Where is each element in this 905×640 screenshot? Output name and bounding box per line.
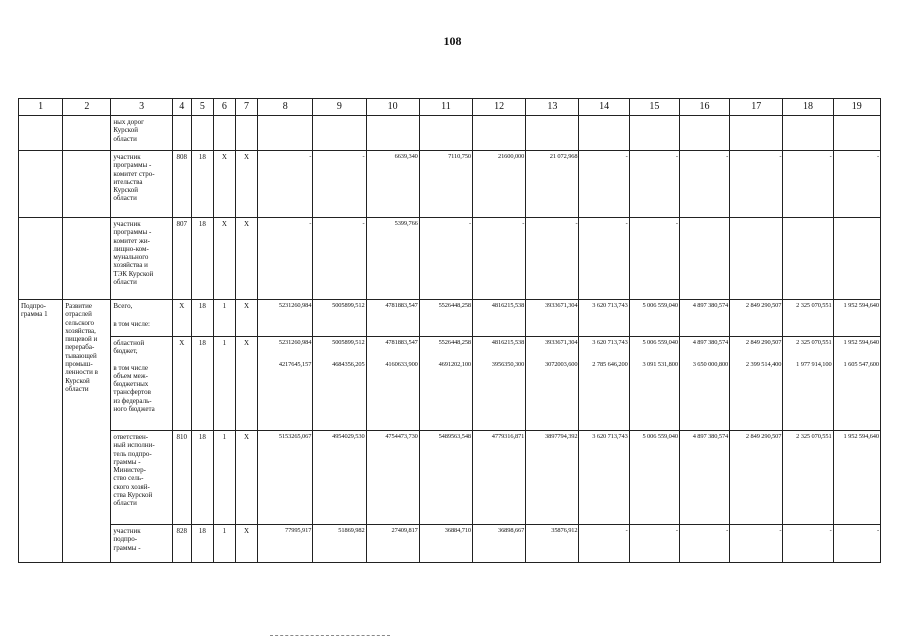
table-cell: 5399,766 bbox=[366, 218, 419, 300]
table-cell: 3 620 713,743 bbox=[579, 300, 629, 337]
table-cell: 18 bbox=[191, 337, 213, 431]
table-cell: 5153265,067 bbox=[258, 431, 313, 525]
table-cell: - bbox=[258, 218, 313, 300]
table-cell bbox=[629, 337, 679, 431]
header-cell: 13 bbox=[526, 99, 579, 116]
table-cell: 4754473,730 bbox=[366, 431, 419, 525]
table-cell: 7110,750 bbox=[419, 151, 472, 218]
table-cell: 4954029,530 bbox=[313, 431, 366, 525]
cell-value: 4 897 380,574 bbox=[692, 339, 729, 346]
table-cell bbox=[730, 337, 783, 431]
table-cell: 808 bbox=[172, 151, 191, 218]
table-cell: X bbox=[235, 218, 257, 300]
cell-value: 4217645,157 bbox=[278, 361, 312, 369]
table-cell: 18 bbox=[191, 151, 213, 218]
table-cell bbox=[783, 116, 833, 151]
row-label: Всего, bbox=[113, 302, 133, 310]
table-cell: X bbox=[235, 337, 257, 431]
table-row bbox=[19, 431, 881, 525]
table-cell: - bbox=[579, 525, 629, 563]
table-cell bbox=[111, 525, 172, 563]
table-row bbox=[19, 300, 881, 337]
header-cell: 14 bbox=[579, 99, 629, 116]
table-cell: 77995,917 bbox=[258, 525, 313, 563]
cell-value: 3 091 531,800 bbox=[642, 361, 678, 369]
table-cell: 1 bbox=[213, 525, 235, 563]
header-cell: 2 bbox=[63, 99, 111, 116]
table-cell: 3 620 713,743 bbox=[579, 431, 629, 525]
subprogram-label: Подпро- грамма 1 bbox=[21, 302, 48, 319]
cell-value: 1 977 914,100 bbox=[796, 361, 832, 369]
table-cell: - bbox=[833, 151, 880, 218]
table-cell bbox=[783, 218, 833, 300]
table-cell bbox=[366, 116, 419, 151]
table-cell: - bbox=[579, 151, 629, 218]
table-cell bbox=[679, 218, 729, 300]
table-cell bbox=[235, 116, 257, 151]
row-sublabel: в том числе: bbox=[113, 320, 150, 329]
table-cell: X bbox=[172, 300, 191, 337]
cell-value: 2 849 290,507 bbox=[745, 339, 782, 346]
table-cell: - bbox=[679, 151, 729, 218]
table-cell: - bbox=[629, 151, 679, 218]
cell-value: 5005899,512 bbox=[332, 339, 365, 346]
table-cell: 5231260,984 bbox=[258, 300, 313, 337]
table-cell bbox=[473, 116, 526, 151]
table-cell: X bbox=[235, 525, 257, 563]
table-cell: 36898,667 bbox=[473, 525, 526, 563]
table-cell: 2 325 070,551 bbox=[783, 300, 833, 337]
header-cell: 4 bbox=[172, 99, 191, 116]
table-cell bbox=[19, 218, 63, 300]
table-cell: 1 bbox=[213, 337, 235, 431]
cell-value: 3 650 000,800 bbox=[692, 361, 729, 369]
table-cell: X bbox=[213, 218, 235, 300]
table-cell bbox=[730, 218, 783, 300]
table-cell bbox=[419, 116, 472, 151]
cell-value: 3956350,300 bbox=[491, 361, 525, 369]
table-cell: 18 bbox=[191, 218, 213, 300]
table-cell bbox=[833, 337, 880, 431]
table-cell bbox=[111, 218, 172, 300]
table-cell: 5 006 559,040 bbox=[629, 431, 679, 525]
row-label: ответствен- ный исполни- тель подпро- граммы - Министер- ство сель- ского хозяй- ства Курской области bbox=[113, 433, 155, 508]
table-cell: 4779316,871 bbox=[473, 431, 526, 525]
table-cell bbox=[526, 337, 579, 431]
table-cell bbox=[313, 116, 366, 151]
table-cell: 1 bbox=[213, 431, 235, 525]
table-cell bbox=[258, 116, 313, 151]
table-cell bbox=[419, 337, 472, 431]
table-cell: 18 bbox=[191, 525, 213, 563]
table-cell: 3933671,304 bbox=[526, 300, 579, 337]
header-cell: 1 bbox=[19, 99, 63, 116]
cell-value: 4816215,538 bbox=[491, 339, 525, 346]
table-cell bbox=[19, 151, 63, 218]
header-cell: 9 bbox=[313, 99, 366, 116]
table-cell bbox=[679, 116, 729, 151]
table-cell: - bbox=[526, 218, 579, 300]
table-cell: - bbox=[833, 525, 880, 563]
table-cell: 4816215,538 bbox=[473, 300, 526, 337]
header-cell: 12 bbox=[473, 99, 526, 116]
table-cell: 1 952 594,640 bbox=[833, 300, 880, 337]
table-cell bbox=[213, 116, 235, 151]
cell-value: 4160633,900 bbox=[385, 361, 418, 369]
table-cell: X bbox=[235, 300, 257, 337]
header-cell: 16 bbox=[679, 99, 729, 116]
table-cell bbox=[833, 218, 880, 300]
row-label: участник программы - комитет жи- лищно-ком- мунального хозяйства и ТЭК Курской области bbox=[113, 220, 154, 287]
table-cell bbox=[579, 116, 629, 151]
table-cell: 1 bbox=[213, 300, 235, 337]
table-cell bbox=[111, 116, 172, 151]
table-row bbox=[19, 151, 881, 218]
table-cell: 5526448,258 bbox=[419, 300, 472, 337]
header-cell: 17 bbox=[730, 99, 783, 116]
header-cell: 6 bbox=[213, 99, 235, 116]
table-cell bbox=[111, 431, 172, 525]
header-cell: 8 bbox=[258, 99, 313, 116]
table-cell: - bbox=[783, 151, 833, 218]
row-label: областной бюджет, bbox=[113, 339, 145, 356]
header-cell: 3 bbox=[111, 99, 172, 116]
table-cell: 2 325 070,551 bbox=[783, 431, 833, 525]
table-cell: 5005899,512 bbox=[313, 300, 366, 337]
table-cell: 18 bbox=[191, 431, 213, 525]
cell-value: 3072003,600 bbox=[545, 361, 578, 369]
budget-table bbox=[18, 98, 881, 563]
header-cell: 18 bbox=[783, 99, 833, 116]
cell-value: 3 620 713,743 bbox=[592, 339, 628, 346]
table-cell bbox=[111, 300, 172, 337]
table-cell bbox=[473, 337, 526, 431]
table-cell: 4 897 380,574 bbox=[679, 431, 729, 525]
table-cell: 3897794,392 bbox=[526, 431, 579, 525]
cell-value: 2 785 646,200 bbox=[592, 361, 628, 369]
table-cell bbox=[63, 218, 111, 300]
table-cell: 5 006 559,040 bbox=[629, 300, 679, 337]
table-cell: - bbox=[783, 525, 833, 563]
table-row bbox=[19, 116, 881, 151]
table-row bbox=[19, 218, 881, 300]
table-cell: X bbox=[172, 337, 191, 431]
table-cell bbox=[526, 116, 579, 151]
table-cell bbox=[833, 116, 880, 151]
cell-value: 4684356,205 bbox=[332, 361, 365, 369]
table-cell bbox=[579, 337, 629, 431]
table-cell bbox=[679, 337, 729, 431]
row-label: участник подпро- граммы - bbox=[113, 527, 141, 552]
header-cell: 7 bbox=[235, 99, 257, 116]
table-cell: 2 849 290,507 bbox=[730, 300, 783, 337]
table-cell bbox=[258, 337, 313, 431]
table-cell: 1 952 594,640 bbox=[833, 431, 880, 525]
table-cell: 18 bbox=[191, 300, 213, 337]
header-cell: 15 bbox=[629, 99, 679, 116]
table-cell: 6639,340 bbox=[366, 151, 419, 218]
header-cell: 19 bbox=[833, 99, 880, 116]
cell-value: 5526448,258 bbox=[438, 339, 472, 346]
table-cell: X bbox=[235, 151, 257, 218]
table-cell: - bbox=[313, 151, 366, 218]
page-number: 108 bbox=[443, 34, 462, 48]
table-cell: 828 bbox=[172, 525, 191, 563]
header-cell: 11 bbox=[419, 99, 472, 116]
table-cell: - bbox=[629, 218, 679, 300]
table-cell: X bbox=[213, 151, 235, 218]
table-cell: 35876,912 bbox=[526, 525, 579, 563]
table-cell: - bbox=[473, 218, 526, 300]
row-sublabel: в том числе объем меж- бюджетных трансфертов из федераль- ного бюджета bbox=[113, 363, 155, 414]
table-cell bbox=[19, 300, 63, 563]
header-cell: 10 bbox=[366, 99, 419, 116]
table-cell: 51869,982 bbox=[313, 525, 366, 563]
table-cell: - bbox=[419, 218, 472, 300]
table-cell: 807 bbox=[172, 218, 191, 300]
table-cell bbox=[19, 116, 63, 151]
table-cell: 4 897 380,574 bbox=[679, 300, 729, 337]
table-cell bbox=[63, 116, 111, 151]
cell-value: 1 952 594,640 bbox=[843, 339, 879, 346]
table-cell: - bbox=[629, 525, 679, 563]
cell-value: 5 006 559,040 bbox=[642, 339, 678, 346]
table-cell bbox=[63, 151, 111, 218]
cell-value: 1 605 547,600 bbox=[843, 361, 879, 369]
table-cell: 27409,817 bbox=[366, 525, 419, 563]
table-cell bbox=[63, 300, 111, 563]
cell-value: 2 325 070,551 bbox=[796, 339, 832, 346]
table-cell: 36884,710 bbox=[419, 525, 472, 563]
table-cell: 4781883,547 bbox=[366, 300, 419, 337]
cell-value: 3933671,304 bbox=[545, 339, 578, 346]
table-cell: 21600,000 bbox=[473, 151, 526, 218]
table-cell: 2 849 290,507 bbox=[730, 431, 783, 525]
table-cell: - bbox=[730, 151, 783, 218]
cell-value: 4691202,100 bbox=[438, 361, 472, 369]
table-cell bbox=[730, 116, 783, 151]
table-cell bbox=[191, 116, 213, 151]
table-cell: - bbox=[579, 218, 629, 300]
table-cell bbox=[172, 116, 191, 151]
row-label: участник программы - комитет стро- ительства Курской области bbox=[113, 153, 155, 203]
table-cell: - bbox=[313, 218, 366, 300]
table-row bbox=[19, 525, 881, 563]
cell-value: 2 399 514,400 bbox=[745, 361, 782, 369]
table-row bbox=[19, 337, 881, 431]
subprogram-title: Развитие отраслей сельского хозяйства, пищевой и перераба- тывающей промыш- ленности в Курской области bbox=[65, 302, 98, 393]
table-cell bbox=[366, 337, 419, 431]
table-cell: - bbox=[730, 525, 783, 563]
table-cell: 810 bbox=[172, 431, 191, 525]
table-cell: X bbox=[235, 431, 257, 525]
bottom-divider bbox=[270, 635, 390, 638]
cell-value: 4781883,547 bbox=[385, 339, 418, 346]
table-cell bbox=[111, 151, 172, 218]
table-cell: - bbox=[679, 525, 729, 563]
cell-value: 5231260,984 bbox=[278, 339, 312, 346]
table-cell bbox=[313, 337, 366, 431]
table-cell: 5489563,548 bbox=[419, 431, 472, 525]
header-cell: 5 bbox=[191, 99, 213, 116]
header-row bbox=[19, 99, 881, 116]
table-cell: - bbox=[258, 151, 313, 218]
table-cell bbox=[783, 337, 833, 431]
table-cell bbox=[111, 337, 172, 431]
table-cell: 21 072,968 bbox=[526, 151, 579, 218]
row-label: ных дорог Курской области bbox=[113, 118, 145, 143]
table-cell bbox=[629, 116, 679, 151]
